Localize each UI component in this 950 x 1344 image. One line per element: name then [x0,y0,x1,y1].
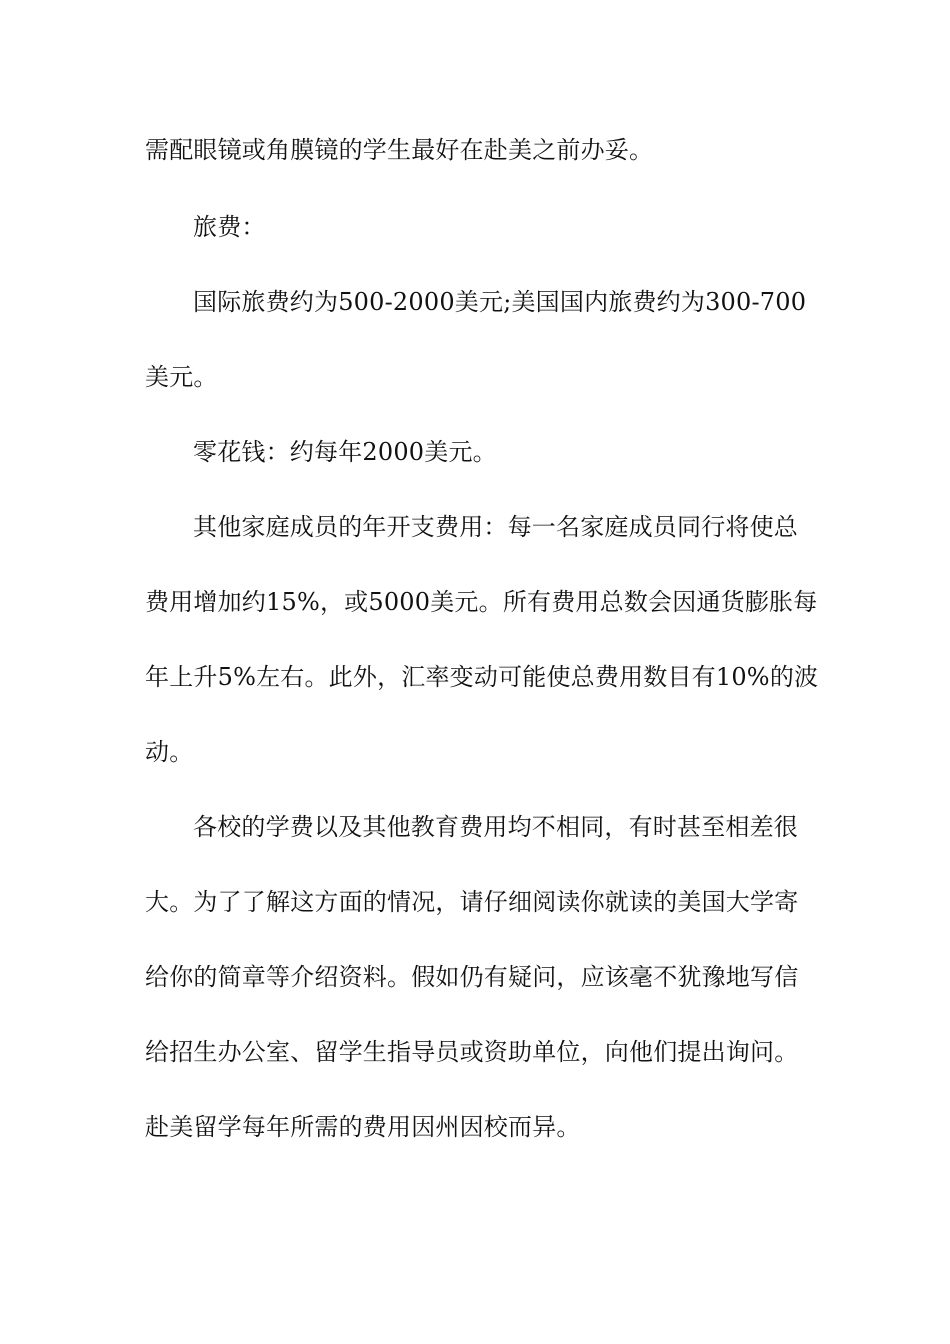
text-line-14: 赴美留学每年所需的费用因州因校而异。 [145,1113,581,1141]
text-line-13: 给招生办公室、留学生指导员或资助单位，向他们提出询问。 [145,1038,799,1066]
text-line-8: 年上升5%左右。此外，汇率变动可能使总费用数目有10%的波 [145,663,819,691]
text-line-6: 其他家庭成员的年开支费用：每一名家庭成员同行将使总 [193,513,798,541]
text-line-10: 各校的学费以及其他教育费用均不相同，有时甚至相差很 [193,813,798,841]
text-line-3: 国际旅费约为500-2000美元;美国国内旅费约为300-700 [193,288,807,316]
text-line-5: 零花钱：约每年2000美元。 [193,438,497,466]
text-line-9: 动。 [145,738,194,766]
text-line-11: 大。为了了解这方面的情况，请仔细阅读你就读的美国大学寄 [145,888,799,916]
text-line-1: 需配眼镜或角膜镜的学生最好在赴美之前办妥。 [145,136,654,164]
text-line-4: 美元。 [145,363,218,391]
text-line-12: 给你的简章等介绍资料。假如仍有疑问，应该毫不犹豫地写信 [145,963,799,991]
text-line-7: 费用增加约15%，或5000美元。所有费用总数会因通货膨胀每 [145,588,818,616]
text-line-2: 旅费： [193,213,266,241]
